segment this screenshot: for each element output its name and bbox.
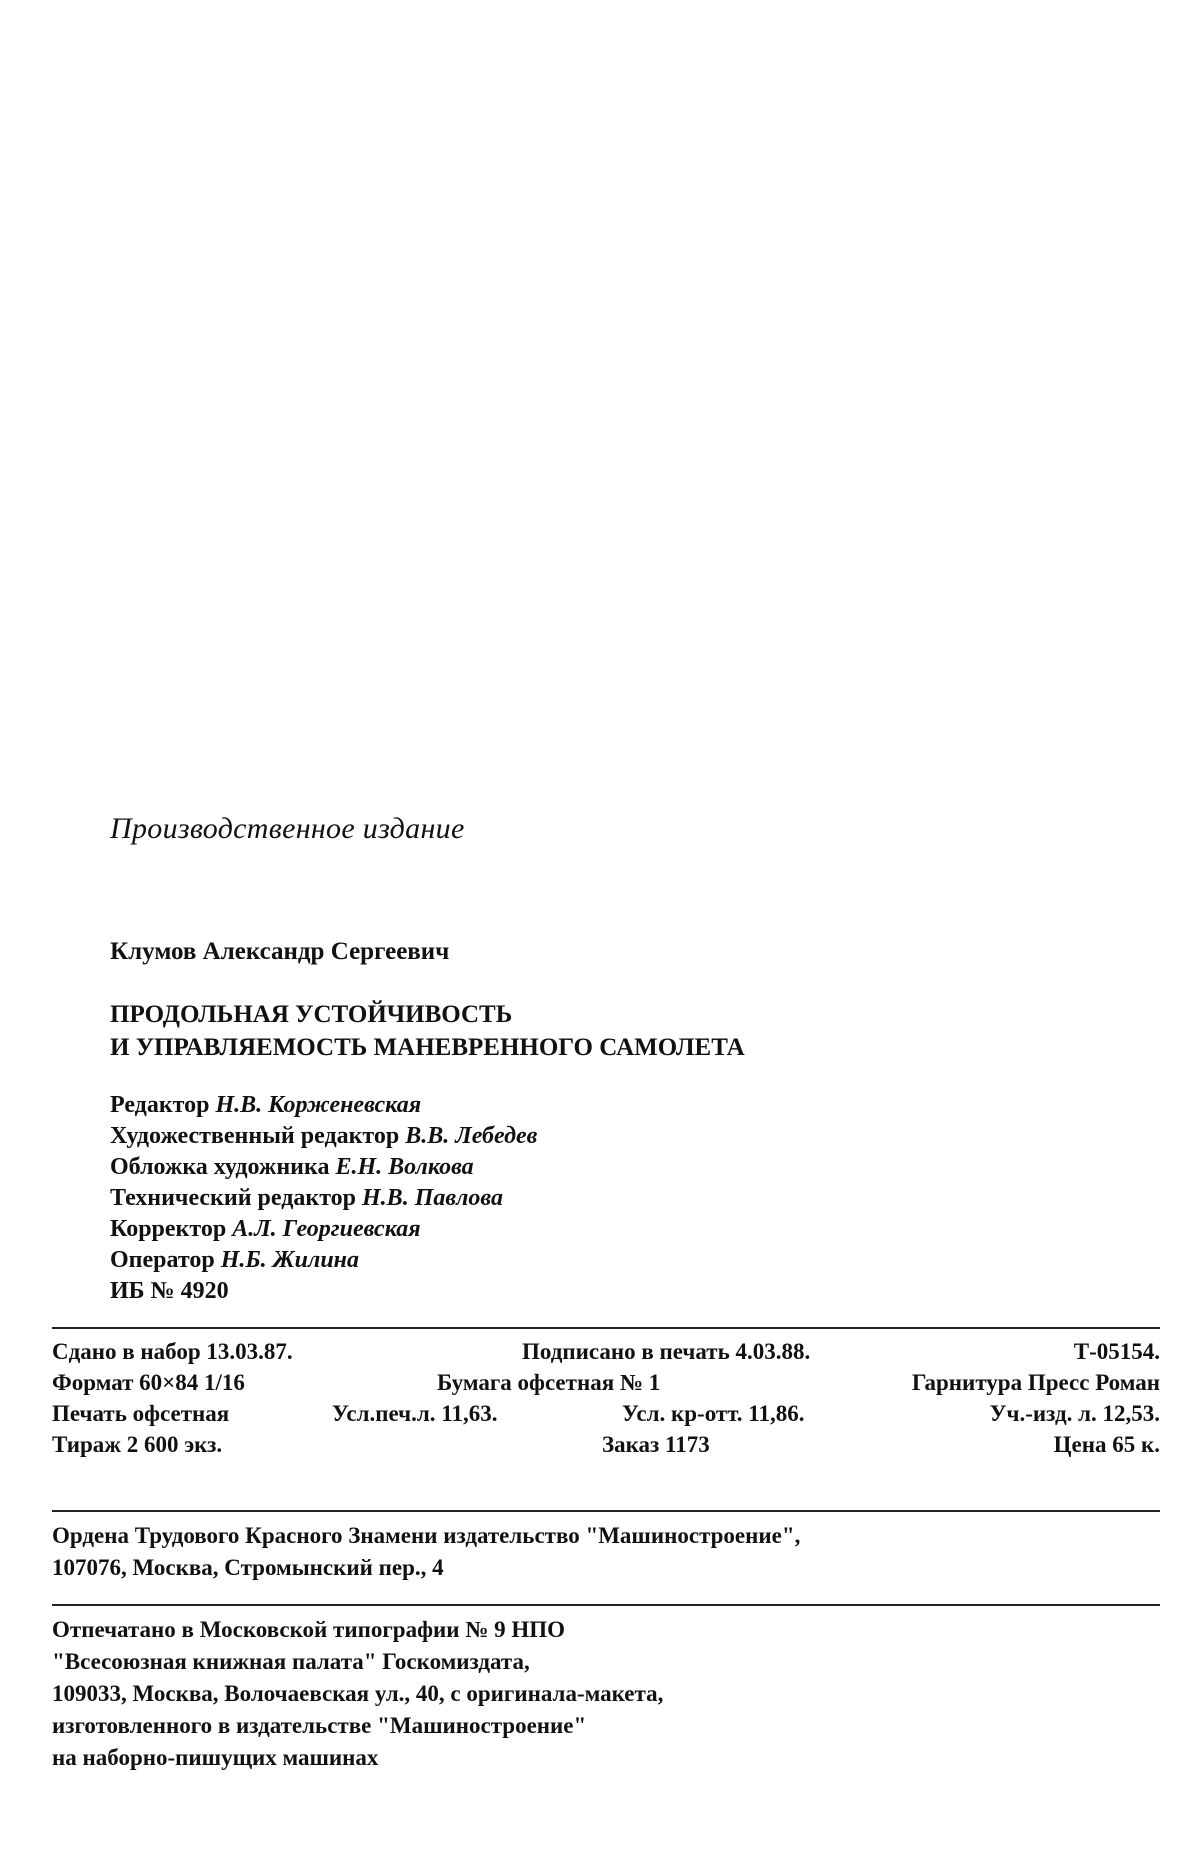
price: Цена 65 к. bbox=[1053, 1432, 1160, 1457]
imprint-block bbox=[52, 1336, 1160, 1460]
printer-line: на наборно-пишущих машинах bbox=[52, 1745, 379, 1770]
credit-person: Е.Н. Волкова bbox=[335, 1154, 474, 1180]
print-run: Тираж 2 600 экз. bbox=[52, 1432, 223, 1457]
printer-line: 109033, Москва, Волочаевская ул., 40, с оригинала-макета, bbox=[52, 1681, 664, 1706]
divider-rule bbox=[52, 1327, 1160, 1329]
credit-role: Художественный редактор bbox=[110, 1123, 406, 1149]
divider-rule bbox=[52, 1510, 1160, 1512]
credit-editor bbox=[110, 1090, 537, 1121]
publisher-sheets: Уч.-изд. л. 12,53. bbox=[989, 1401, 1160, 1426]
ib-number: ИБ № 4920 bbox=[110, 1278, 229, 1304]
imprint-row bbox=[52, 1367, 1160, 1398]
credit-person: Н.В. Корженевская bbox=[215, 1092, 422, 1118]
credit-operator bbox=[110, 1245, 537, 1276]
format: Формат 60×84 1/16 bbox=[52, 1370, 245, 1395]
credit-person: В.В. Лебедев bbox=[405, 1123, 538, 1149]
credit-art-editor bbox=[110, 1121, 537, 1152]
imprint-row bbox=[52, 1398, 1160, 1429]
printer-info bbox=[52, 1614, 663, 1774]
paper-type: Бумага офсетная № 1 bbox=[437, 1370, 661, 1395]
submitted-date: Сдано в набор 13.03.87. bbox=[52, 1339, 293, 1364]
credit-tech-editor bbox=[110, 1183, 537, 1214]
publisher-line: 107076, Москва, Стромынский пер., 4 bbox=[52, 1555, 444, 1580]
credit-proofreader bbox=[110, 1214, 537, 1245]
author-name: Клумов Александр Сергеевич bbox=[110, 938, 450, 965]
credits-list bbox=[110, 1090, 537, 1307]
print-sheets: Усл.печ.л. 11,63. bbox=[332, 1401, 498, 1426]
publication-code: Т-05154. bbox=[1073, 1339, 1160, 1364]
printer-line: изготовленного в издательстве "Машиностроение" bbox=[52, 1713, 587, 1738]
credit-role: Технический редактор bbox=[110, 1185, 363, 1211]
credit-person: А.Л. Георгиевская bbox=[232, 1216, 421, 1242]
credit-person: Н.В. Павлова bbox=[362, 1185, 503, 1211]
imprint-row bbox=[52, 1336, 1160, 1367]
edition-type: Производственное издание bbox=[110, 812, 465, 845]
credit-person: Н.Б. Жилина bbox=[220, 1247, 359, 1273]
credit-role: Корректор bbox=[110, 1216, 233, 1242]
book-title-line: ПРОДОЛЬНАЯ УСТОЙЧИВОСТЬ bbox=[110, 1001, 513, 1028]
printing-method: Печать офсетная bbox=[52, 1401, 230, 1426]
printer-line: Отпечатано в Московской типографии № 9 НПО bbox=[52, 1617, 566, 1642]
book-title-line: И УПРАВЛЯЕМОСТЬ МАНЕВРЕННОГО САМОЛЕТА bbox=[110, 1034, 745, 1061]
divider-rule bbox=[52, 1604, 1160, 1606]
signed-date: Подписано в печать 4.03.88. bbox=[522, 1339, 811, 1364]
publisher-line: Ордена Трудового Красного Знамени издательство "Машиностроение", bbox=[52, 1523, 801, 1548]
color-prints: Усл. кр-отт. 11,86. bbox=[622, 1401, 805, 1426]
publisher-info bbox=[52, 1520, 800, 1584]
credit-role: Обложка художника bbox=[110, 1154, 336, 1180]
book-title bbox=[110, 998, 745, 1064]
credit-cover-artist bbox=[110, 1152, 537, 1183]
credit-role: Редактор bbox=[110, 1092, 216, 1118]
typeface: Гарнитура Пресс Роман bbox=[911, 1370, 1160, 1395]
order-number: Заказ 1173 bbox=[602, 1432, 710, 1457]
printer-line: "Всесоюзная книжная палата" Госкомиздата, bbox=[52, 1649, 530, 1674]
imprint-row bbox=[52, 1429, 1160, 1460]
credit-role: Оператор bbox=[110, 1247, 221, 1273]
